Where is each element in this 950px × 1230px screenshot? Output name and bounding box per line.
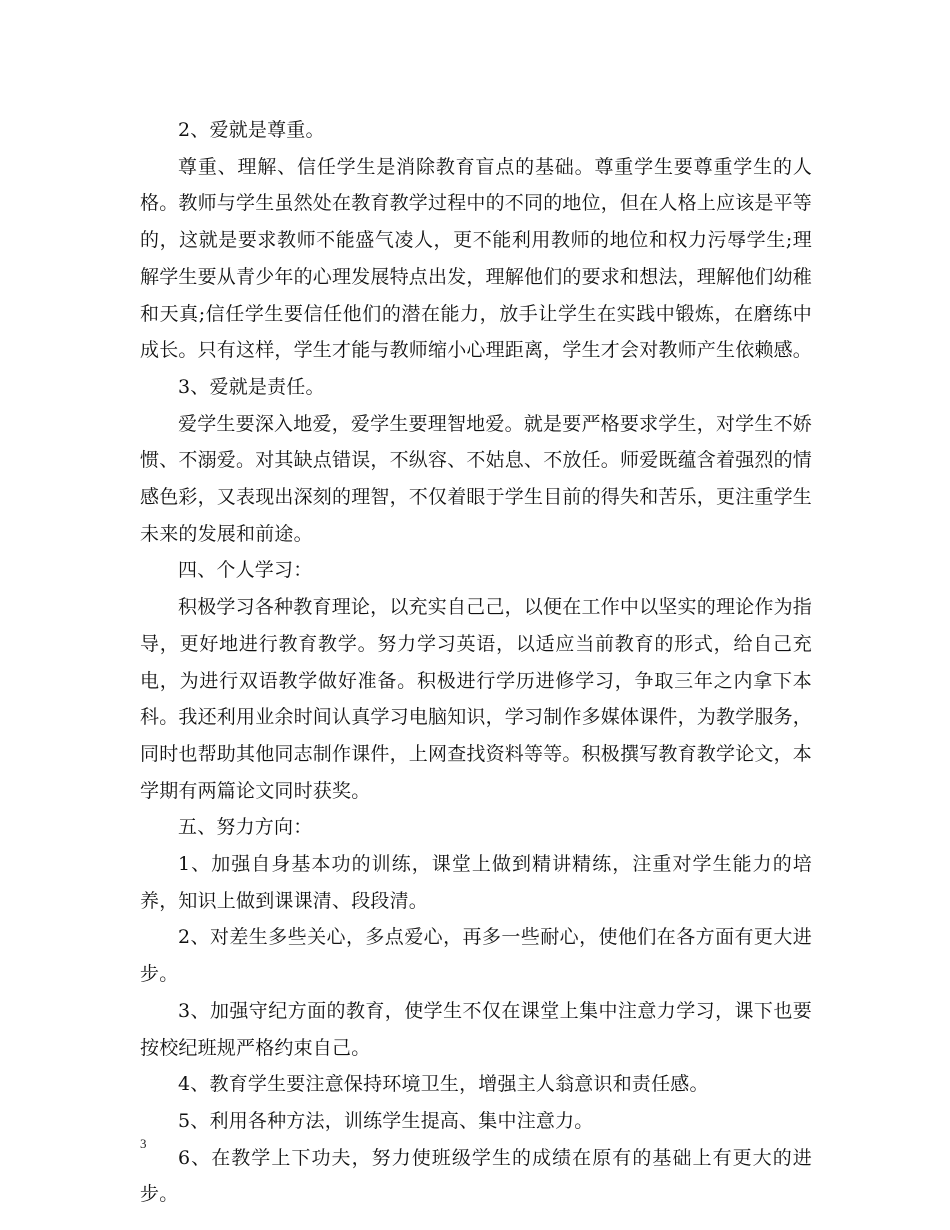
list-item-direction-2: 2、对差生多些关心，多点爱心，再多一些耐心，使他们在各方面有更大进步。 bbox=[140, 926, 812, 986]
subheading-responsibility: 3、爱就是责任。 bbox=[178, 375, 325, 398]
section-heading-direction: 五、努力方向： bbox=[178, 816, 313, 839]
section-heading-personal-study: 四、个人学习： bbox=[178, 559, 313, 582]
paragraph-respect: 尊重、理解、信任学生是消除教育盲点的基础。尊重学生要尊重学生的人格。教师与学生虽然处在教育教学过程中的不同的地位，但在人格上应该是平等的，这就是要求教师不能盛气凌人，更不能利用教师的地位和权力污辱学生;理解学生要从青少年的心理发展特点出发，理解他们的要求和想法，理解他们幼稚和天真;信任学生要信任他们的潜在能力，放手让学生在实践中锻炼，在磨练中成长。只有这样，学生才能与教师缩小心理距离，学生才会对教师产生依赖感。 bbox=[140, 155, 813, 362]
list-item-direction-4: 4、教育学生要注意保持环境卫生，增强主人翁意识和责任感。 bbox=[178, 1073, 709, 1096]
list-item-direction-3: 3、加强守纪方面的教育，使学生不仅在课堂上集中注意力学习，课下也要按校纪班规严格约束自己。 bbox=[140, 999, 812, 1059]
subheading-respect: 2、爱就是尊重。 bbox=[178, 119, 325, 141]
page-body bbox=[140, 112, 812, 1213]
list-item-direction-1: 1、加强自身基本功的训练，课堂上做到精讲精练，注重对学生能力的培养，知识上做到课课清、段段清。 bbox=[140, 853, 812, 912]
list-item-direction-6: 6、在教学上下功夫，努力使班级学生的成绩在原有的基础上有更大的进步。 bbox=[140, 1146, 812, 1206]
page-number: 3 bbox=[140, 1136, 147, 1151]
paragraph-personal-study: 积极学习各种教育理论，以充实自己己，以便在工作中以坚实的理论作为指导，更好地进行教育教学。努力学习英语，以适应当前教育的形式，给自己充电，为进行双语教学做好准备。积极进行学历进修学习，争取三年之内拿下本科。我还利用业余时间认真学习电脑知识，学习制作多媒体课件，为教学服务，同时也帮助其他同志制作课件，上网查找资料等等。积极撰写教育教学论文，本学期有两篇论文同时获奖。 bbox=[140, 596, 813, 802]
list-item-direction-5: 5、利用各种方法，训练学生提高、集中注意力。 bbox=[178, 1109, 594, 1132]
paragraph-responsibility: 爱学生要深入地爱，爱学生要理智地爱。就是要严格要求学生，对学生不娇惯、不溺爱。对其缺点错误，不纵容、不姑息、不放任。师爱既蕴含着强烈的情感色彩，又表现出深刻的理智，不仅着眼于学生目前的得失和苦乐，更注重学生未来的发展和前途。 bbox=[140, 412, 813, 545]
